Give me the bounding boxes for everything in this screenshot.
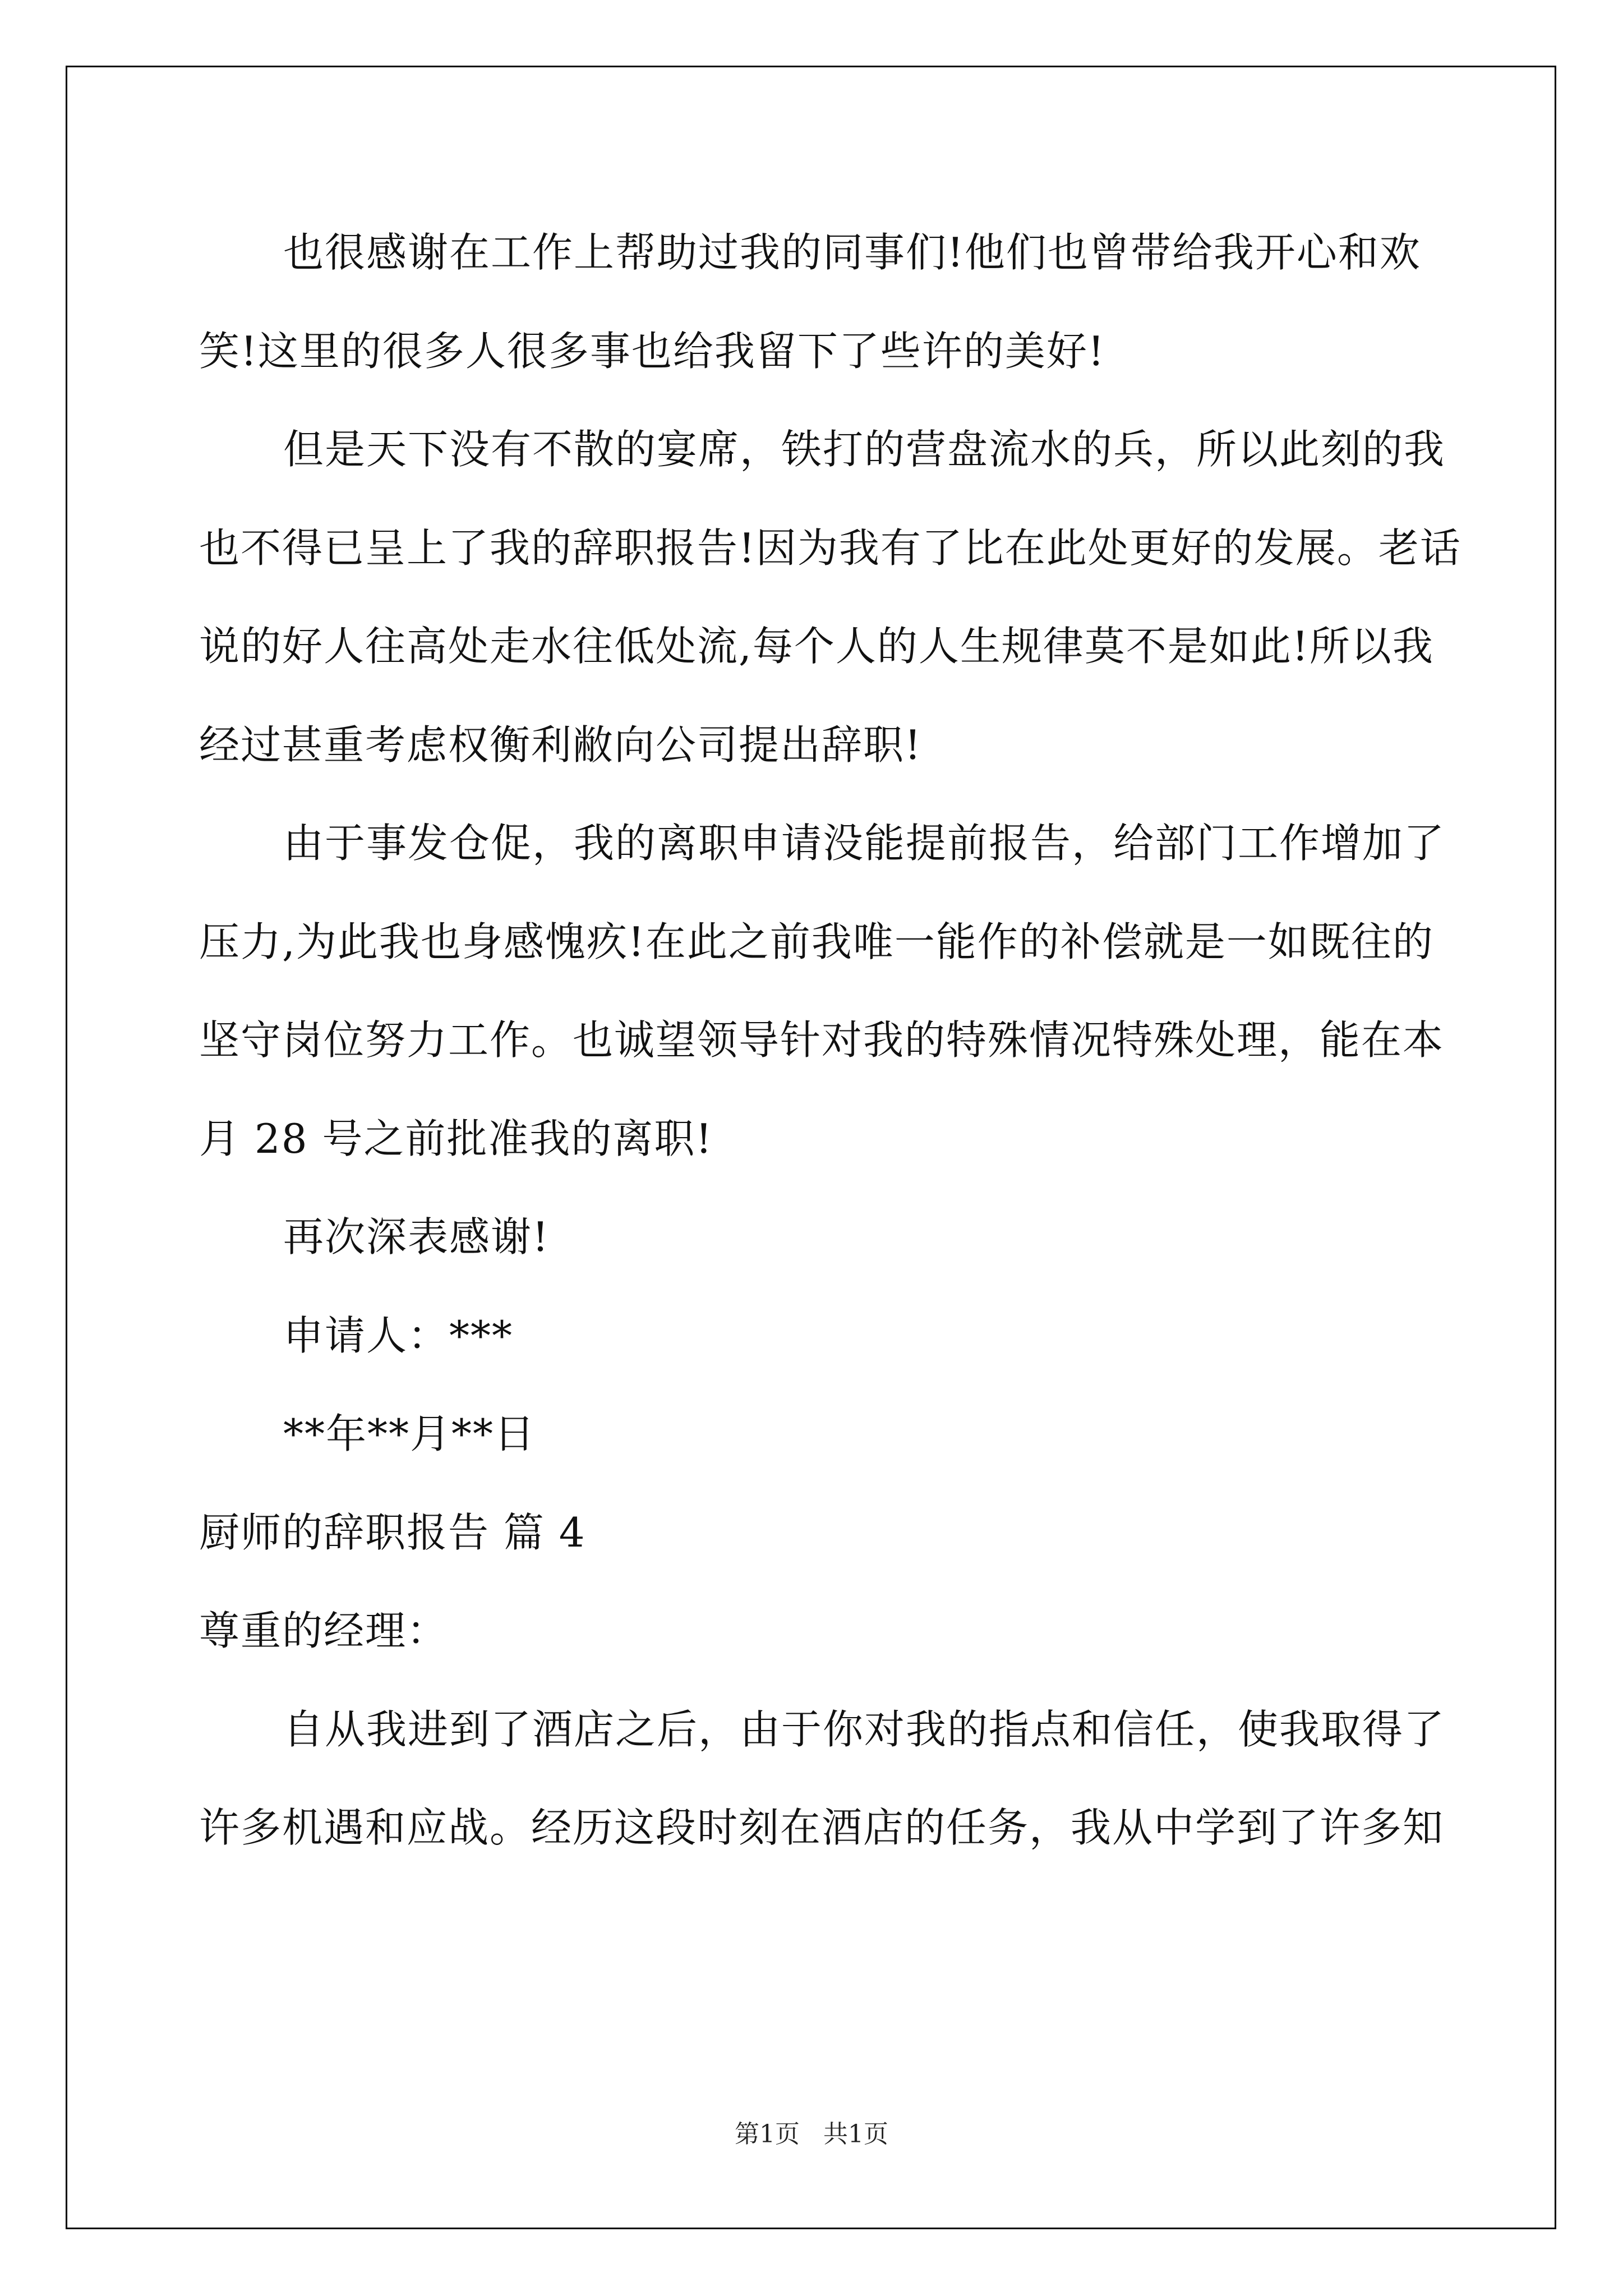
closing-line: 再次深表感谢! (283, 1213, 550, 1260)
paragraph-line: 说的好人往高处走水往低处流,每个人的人生规律莫不是如此!所以我 (199, 623, 1434, 670)
section-title: 厨师的辞职报告 篇 4 (199, 1509, 586, 1556)
paragraph-line: 坚守岗位努力工作。也诚望领导针对我的特殊情况特殊处理，能在本 (199, 1016, 1445, 1064)
paragraph-line: 许多机遇和应战。经历这段时刻在酒店的任务，我从中学到了许多知 (199, 1804, 1445, 1851)
paragraph-line: 由于事发仓促，我的离职申请没能提前报告，给部门工作增加了 (283, 820, 1446, 867)
applicant-line: 申请人：*** (283, 1312, 514, 1359)
paragraph-line: 笑!这里的很多人很多事也给我留下了些许的美好! (199, 328, 1105, 375)
paragraph-line: 经过甚重考虑权衡利敝向公司提出辞职! (199, 721, 922, 769)
date-line: **年**月**日 (283, 1410, 536, 1457)
paragraph-line: 但是天下没有不散的宴席，铁打的营盘流水的兵，所以此刻的我 (283, 426, 1446, 473)
paragraph-line: 压力,为此我也身感愧疚!在此之前我唯一能作的补偿就是一如既往的 (199, 918, 1434, 965)
salutation: 尊重的经理： (199, 1607, 449, 1654)
paragraph-line: 也不得已呈上了我的辞职报告!因为我有了比在此处更好的发展。老话 (199, 524, 1461, 572)
paragraph-line: 自从我进到了酒店之后，由于你对我的指点和信任，使我取得了 (283, 1706, 1446, 1753)
paragraph-line: 也很感谢在工作上帮助过我的同事们!他们也曾带给我开心和欢 (283, 229, 1421, 276)
page-footer: 第1页 共1页 (735, 2120, 888, 2148)
paragraph-line: 月 28 号之前批准我的离职! (199, 1115, 713, 1162)
